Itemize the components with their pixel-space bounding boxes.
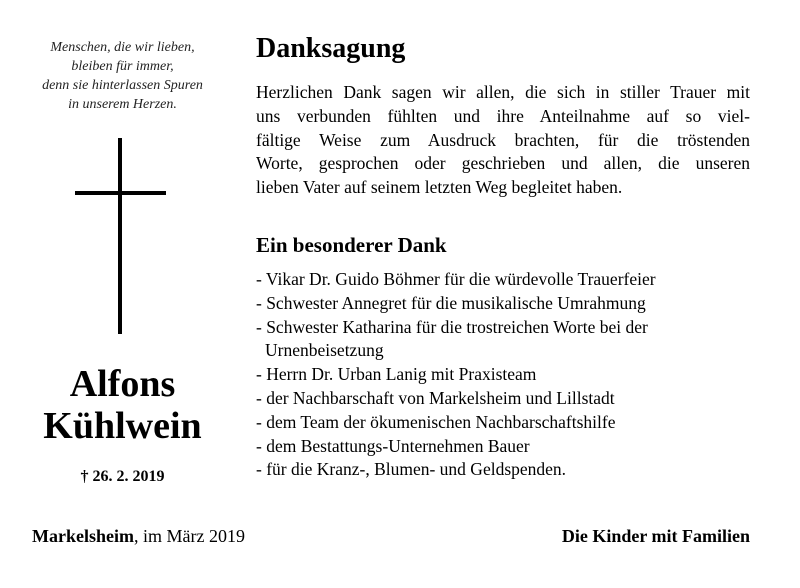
paragraph-line: Herzlichen Dank sagen wir allen, die sich in stiller Trauer mit xyxy=(256,82,750,102)
paragraph-line: fältige Weise zum Ausdruck brachten, für die tröstenden xyxy=(256,129,750,150)
list-item: - für die Kranz-, Blumen- und Geldspenden. xyxy=(256,459,567,480)
last-name: Kühlwein xyxy=(43,405,202,447)
list-item: - Vikar Dr. Guido Böhmer für die würdevolle Trauerfeier xyxy=(256,269,656,289)
poem-line: bleiben für immer, xyxy=(71,59,174,74)
list-item: - der Nachbarschaft von Markelsheim und Lillstadt xyxy=(256,387,615,408)
date: , im März 2019 xyxy=(133,526,245,546)
signature: Die Kinder mit Familien xyxy=(561,526,750,546)
list-item: - Schwester Katharina für die trostreichen Worte bei der xyxy=(256,316,648,337)
poem-line: Menschen, die wir lieben, xyxy=(50,40,195,55)
thanks-paragraph xyxy=(256,81,750,200)
place: Markelsheim xyxy=(32,526,134,546)
place-date xyxy=(32,525,245,547)
list-item: - Schwester Annegret für die musikalische Umrahmung xyxy=(256,292,646,313)
deceased-name xyxy=(20,363,225,447)
poem-line: in unserem Herzen. xyxy=(68,97,177,112)
special-thanks-heading: Ein besonderer Dank xyxy=(256,233,447,257)
list-item: - Herrn Dr. Urban Lanig mit Praxisteam xyxy=(256,364,537,385)
death-date: † 26. 2. 2019 xyxy=(80,468,165,485)
paragraph-line: Worte, gesprochen oder geschrieben und allen, die unseren xyxy=(256,153,750,174)
first-name: Alfons xyxy=(69,363,176,405)
poem-line: denn sie hinterlassen Spuren xyxy=(42,78,203,93)
cross-icon xyxy=(118,138,122,334)
memorial-poem xyxy=(20,38,225,114)
paragraph-line: uns verbunden fühlten und ihre Anteilnahme auf so viel- xyxy=(256,105,750,126)
list-item: - dem Bestattungs-Unternehmen Bauer xyxy=(256,435,530,456)
paragraph-line: lieben Vater auf seinem letzten Weg begleitet haben. xyxy=(256,177,623,198)
special-thanks-list xyxy=(256,268,656,482)
list-item-continuation: Urnenbeisetzung xyxy=(265,340,384,361)
page-title: Danksagung xyxy=(256,33,406,64)
list-item: - dem Team der ökumenischen Nachbarschaftshilfe xyxy=(256,411,616,432)
cross-icon-bar xyxy=(75,191,166,195)
